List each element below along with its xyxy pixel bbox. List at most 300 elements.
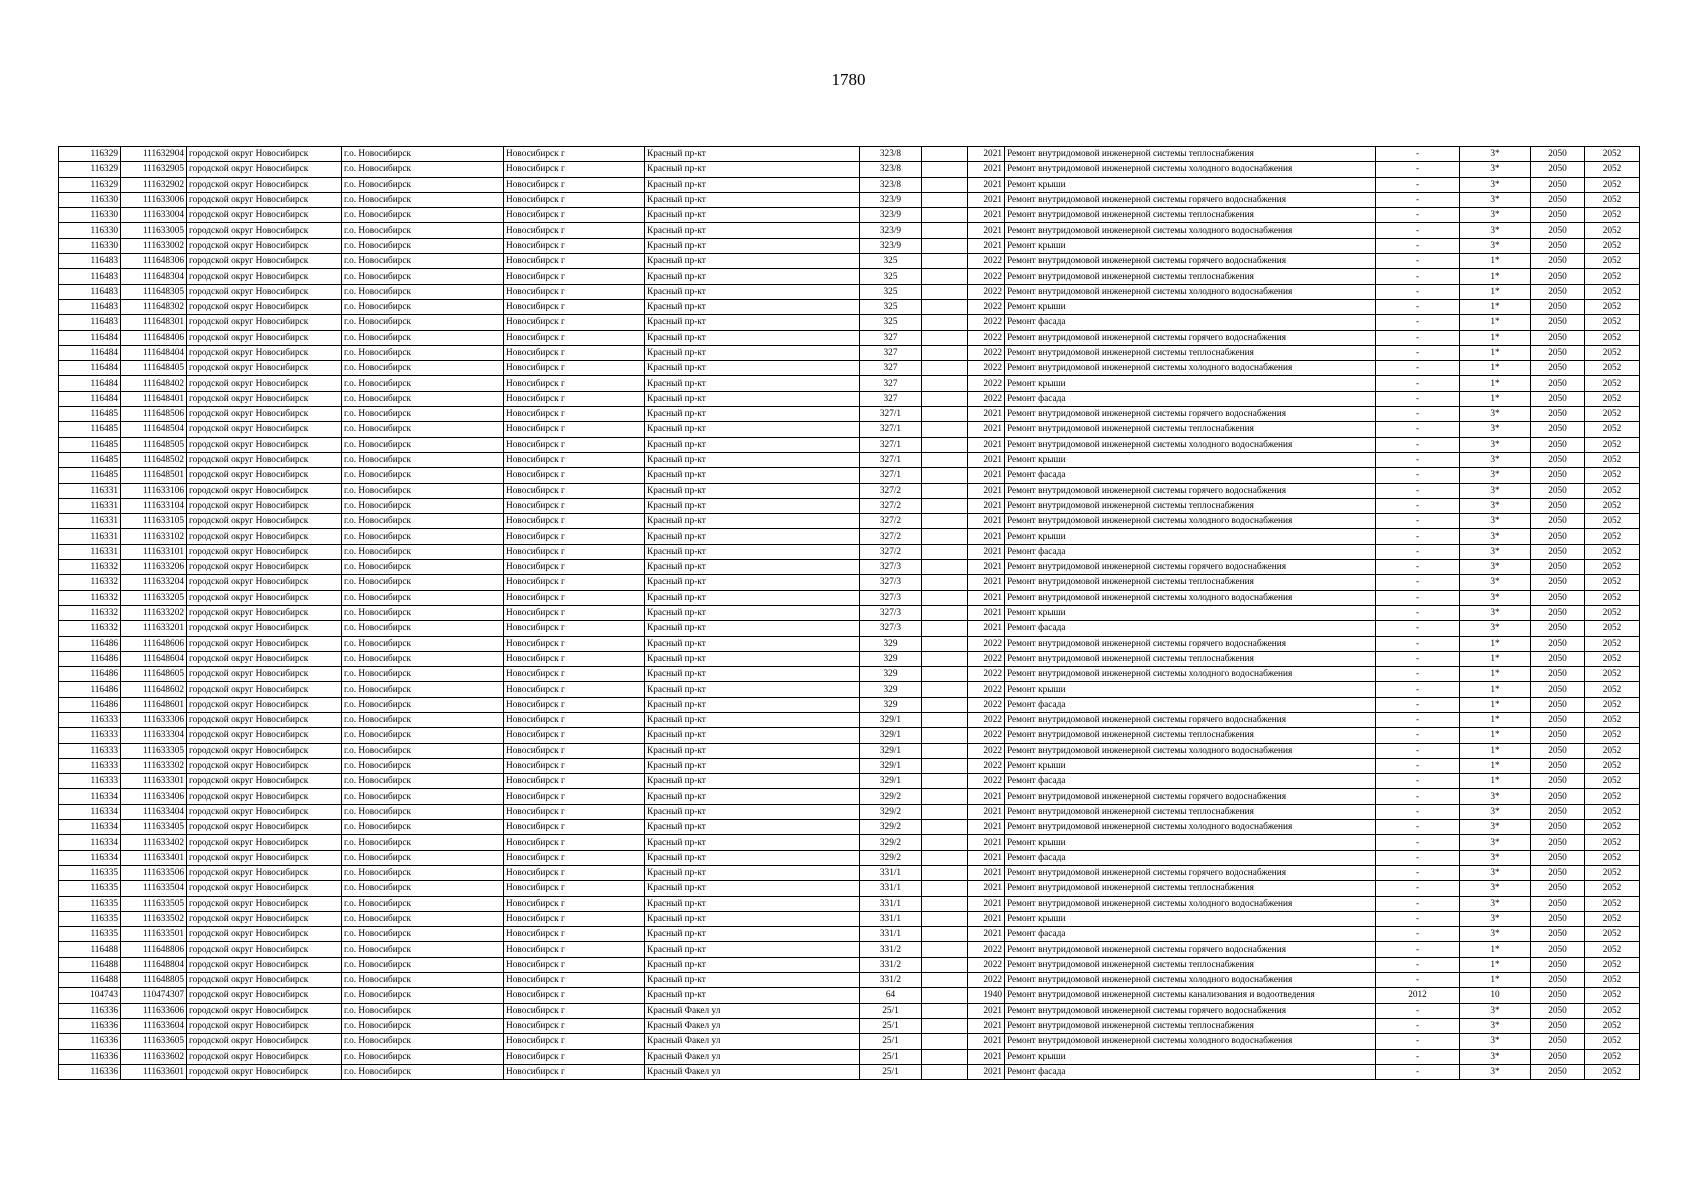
cell-plan-end: 2052 xyxy=(1585,712,1640,727)
cell-last-repair-year: - xyxy=(1376,269,1460,284)
cell-municipal-unit: г.о. Новосибирск xyxy=(342,667,504,682)
cell-work-id: 111633202 xyxy=(121,605,187,620)
cell-work-type: Ремонт внутридомовой инженерной системы горячего водоснабжения xyxy=(1005,560,1376,575)
cell-priority: 1* xyxy=(1460,269,1531,284)
cell-house-number: 327/1 xyxy=(860,407,922,422)
cell-house-id: 116335 xyxy=(59,881,121,896)
cell-settlement: Новосибирск г xyxy=(504,299,645,314)
cell-plan-end: 2052 xyxy=(1585,1064,1640,1079)
cell-work-type: Ремонт фасада xyxy=(1005,1064,1376,1079)
cell-work-id: 111633204 xyxy=(121,575,187,590)
cell-work-type: Ремонт внутридомовой инженерной системы горячего водоснабжения xyxy=(1005,636,1376,651)
cell-house-id: 116488 xyxy=(59,957,121,972)
cell-last-repair-year: - xyxy=(1376,896,1460,911)
cell-building xyxy=(922,728,968,743)
cell-plan-end: 2052 xyxy=(1585,1049,1640,1064)
cell-build-year: 2022 xyxy=(968,682,1005,697)
cell-municipality: городской округ Новосибирск xyxy=(187,238,342,253)
cell-municipality: городской округ Новосибирск xyxy=(187,651,342,666)
table-row xyxy=(59,560,1640,575)
cell-build-year: 2022 xyxy=(968,651,1005,666)
cell-work-id: 111648306 xyxy=(121,254,187,269)
cell-plan-start: 2050 xyxy=(1531,162,1585,177)
cell-last-repair-year: - xyxy=(1376,468,1460,483)
cell-house-id: 116483 xyxy=(59,284,121,299)
cell-settlement: Новосибирск г xyxy=(504,942,645,957)
cell-last-repair-year: - xyxy=(1376,330,1460,345)
cell-building xyxy=(922,437,968,452)
cell-building xyxy=(922,988,968,1003)
cell-house-id: 116329 xyxy=(59,162,121,177)
cell-house-number: 327/1 xyxy=(860,422,922,437)
cell-municipal-unit: г.о. Новосибирск xyxy=(342,284,504,299)
cell-municipal-unit: г.о. Новосибирск xyxy=(342,560,504,575)
cell-plan-end: 2052 xyxy=(1585,590,1640,605)
cell-municipal-unit: г.о. Новосибирск xyxy=(342,881,504,896)
cell-priority: 3* xyxy=(1460,514,1531,529)
cell-building xyxy=(922,208,968,223)
cell-build-year: 2022 xyxy=(968,774,1005,789)
cell-house-id: 116335 xyxy=(59,911,121,926)
cell-priority: 1* xyxy=(1460,345,1531,360)
cell-build-year: 2022 xyxy=(968,330,1005,345)
cell-work-type: Ремонт внутридомовой инженерной системы горячего водоснабжения xyxy=(1005,192,1376,207)
cell-settlement: Новосибирск г xyxy=(504,1064,645,1079)
cell-plan-start: 2050 xyxy=(1531,483,1585,498)
cell-work-id: 111648804 xyxy=(121,957,187,972)
cell-building xyxy=(922,697,968,712)
cell-work-type: Ремонт фасада xyxy=(1005,391,1376,406)
cell-municipality: городской округ Новосибирск xyxy=(187,407,342,422)
cell-last-repair-year: - xyxy=(1376,820,1460,835)
cell-building xyxy=(922,315,968,330)
cell-house-number: 327/3 xyxy=(860,590,922,605)
cell-settlement: Новосибирск г xyxy=(504,147,645,162)
cell-work-id: 111648405 xyxy=(121,361,187,376)
cell-plan-start: 2050 xyxy=(1531,361,1585,376)
cell-plan-end: 2052 xyxy=(1585,774,1640,789)
cell-last-repair-year: - xyxy=(1376,697,1460,712)
cell-municipal-unit: г.о. Новосибирск xyxy=(342,315,504,330)
cell-house-id: 116334 xyxy=(59,850,121,865)
cell-settlement: Новосибирск г xyxy=(504,774,645,789)
cell-street: Красный Факел ул xyxy=(645,1003,860,1018)
cell-work-id: 111648805 xyxy=(121,973,187,988)
cell-settlement: Новосибирск г xyxy=(504,483,645,498)
cell-street: Красный пр-кт xyxy=(645,712,860,727)
cell-municipality: городской округ Новосибирск xyxy=(187,208,342,223)
table-row xyxy=(59,299,1640,314)
cell-work-type: Ремонт крыши xyxy=(1005,835,1376,850)
cell-work-type: Ремонт внутридомовой инженерной системы теплоснабжения xyxy=(1005,208,1376,223)
cell-priority: 3* xyxy=(1460,177,1531,192)
table-row xyxy=(59,835,1640,850)
cell-municipality: городской округ Новосибирск xyxy=(187,223,342,238)
cell-house-number: 329 xyxy=(860,697,922,712)
cell-work-type: Ремонт внутридомовой инженерной системы холодного водоснабжения xyxy=(1005,667,1376,682)
cell-municipal-unit: г.о. Новосибирск xyxy=(342,1003,504,1018)
cell-plan-start: 2050 xyxy=(1531,437,1585,452)
cell-house-id: 116330 xyxy=(59,192,121,207)
cell-work-id: 111633501 xyxy=(121,927,187,942)
cell-last-repair-year: - xyxy=(1376,147,1460,162)
cell-priority: 3* xyxy=(1460,208,1531,223)
cell-settlement: Новосибирск г xyxy=(504,636,645,651)
cell-house-id: 116486 xyxy=(59,651,121,666)
cell-house-id: 116331 xyxy=(59,483,121,498)
cell-house-id: 116334 xyxy=(59,820,121,835)
cell-municipality: городской округ Новосибирск xyxy=(187,881,342,896)
cell-build-year: 2021 xyxy=(968,804,1005,819)
cell-priority: 10 xyxy=(1460,988,1531,1003)
cell-street: Красный пр-кт xyxy=(645,697,860,712)
cell-settlement: Новосибирск г xyxy=(504,514,645,529)
table-row xyxy=(59,376,1640,391)
cell-settlement: Новосибирск г xyxy=(504,269,645,284)
cell-plan-start: 2050 xyxy=(1531,575,1585,590)
cell-municipality: городской округ Новосибирск xyxy=(187,1018,342,1033)
cell-plan-start: 2050 xyxy=(1531,774,1585,789)
cell-street: Красный пр-кт xyxy=(645,269,860,284)
table-row xyxy=(59,957,1640,972)
cell-plan-start: 2050 xyxy=(1531,957,1585,972)
cell-work-type: Ремонт внутридомовой инженерной системы холодного водоснабжения xyxy=(1005,361,1376,376)
cell-street: Красный пр-кт xyxy=(645,452,860,467)
cell-work-type: Ремонт внутридомовой инженерной системы горячего водоснабжения xyxy=(1005,254,1376,269)
cell-municipality: городской округ Новосибирск xyxy=(187,942,342,957)
cell-work-type: Ремонт внутридомовой инженерной системы холодного водоснабжения xyxy=(1005,514,1376,529)
cell-house-id: 116485 xyxy=(59,452,121,467)
cell-build-year: 2021 xyxy=(968,927,1005,942)
cell-work-id: 111648406 xyxy=(121,330,187,345)
cell-building xyxy=(922,667,968,682)
cell-last-repair-year: - xyxy=(1376,162,1460,177)
cell-priority: 1* xyxy=(1460,636,1531,651)
cell-work-id: 111648505 xyxy=(121,437,187,452)
cell-street: Красный пр-кт xyxy=(645,147,860,162)
table-row xyxy=(59,345,1640,360)
cell-house-id: 116336 xyxy=(59,1034,121,1049)
cell-plan-start: 2050 xyxy=(1531,850,1585,865)
cell-building xyxy=(922,789,968,804)
table-body xyxy=(59,147,1640,1080)
cell-plan-start: 2050 xyxy=(1531,422,1585,437)
cell-last-repair-year: - xyxy=(1376,1003,1460,1018)
cell-building xyxy=(922,223,968,238)
cell-work-id: 111633105 xyxy=(121,514,187,529)
cell-priority: 1* xyxy=(1460,758,1531,773)
cell-municipality: городской округ Новосибирск xyxy=(187,911,342,926)
cell-municipality: городской округ Новосибирск xyxy=(187,682,342,697)
cell-plan-start: 2050 xyxy=(1531,682,1585,697)
cell-build-year: 2021 xyxy=(968,147,1005,162)
cell-municipal-unit: г.о. Новосибирск xyxy=(342,147,504,162)
cell-municipal-unit: г.о. Новосибирск xyxy=(342,1049,504,1064)
cell-municipal-unit: г.о. Новосибирск xyxy=(342,651,504,666)
cell-municipal-unit: г.о. Новосибирск xyxy=(342,973,504,988)
cell-house-number: 331/2 xyxy=(860,973,922,988)
cell-priority: 3* xyxy=(1460,147,1531,162)
cell-house-id: 116484 xyxy=(59,391,121,406)
cell-street: Красный пр-кт xyxy=(645,605,860,620)
cell-house-number: 323/8 xyxy=(860,147,922,162)
cell-settlement: Новосибирск г xyxy=(504,697,645,712)
cell-work-type: Ремонт фасада xyxy=(1005,697,1376,712)
cell-work-type: Ремонт внутридомовой инженерной системы холодного водоснабжения xyxy=(1005,973,1376,988)
cell-house-number: 325 xyxy=(860,315,922,330)
cell-house-id: 116330 xyxy=(59,238,121,253)
cell-settlement: Новосибирск г xyxy=(504,407,645,422)
cell-municipal-unit: г.о. Новосибирск xyxy=(342,789,504,804)
cell-plan-start: 2050 xyxy=(1531,269,1585,284)
cell-building xyxy=(922,712,968,727)
cell-municipal-unit: г.о. Новосибирск xyxy=(342,804,504,819)
cell-plan-end: 2052 xyxy=(1585,896,1640,911)
cell-municipality: городской округ Новосибирск xyxy=(187,667,342,682)
cell-work-type: Ремонт внутридомовой инженерной системы канализования и водоотведения xyxy=(1005,988,1376,1003)
cell-municipal-unit: г.о. Новосибирск xyxy=(342,345,504,360)
cell-plan-end: 2052 xyxy=(1585,284,1640,299)
table-row xyxy=(59,391,1640,406)
cell-building xyxy=(922,682,968,697)
cell-work-type: Ремонт фасада xyxy=(1005,774,1376,789)
cell-municipal-unit: г.о. Новосибирск xyxy=(342,192,504,207)
cell-priority: 3* xyxy=(1460,789,1531,804)
cell-settlement: Новосибирск г xyxy=(504,330,645,345)
cell-settlement: Новосибирск г xyxy=(504,988,645,1003)
cell-street: Красный пр-кт xyxy=(645,942,860,957)
table-row xyxy=(59,177,1640,192)
cell-street: Красный пр-кт xyxy=(645,804,860,819)
cell-work-id: 111633401 xyxy=(121,850,187,865)
table-row xyxy=(59,330,1640,345)
cell-house-id: 116333 xyxy=(59,712,121,727)
cell-street: Красный пр-кт xyxy=(645,743,860,758)
cell-build-year: 2022 xyxy=(968,667,1005,682)
table-row xyxy=(59,223,1640,238)
cell-plan-start: 2050 xyxy=(1531,498,1585,513)
cell-municipal-unit: г.о. Новосибирск xyxy=(342,330,504,345)
cell-build-year: 2022 xyxy=(968,712,1005,727)
cell-building xyxy=(922,911,968,926)
cell-building xyxy=(922,345,968,360)
cell-build-year: 2022 xyxy=(968,973,1005,988)
cell-last-repair-year: - xyxy=(1376,712,1460,727)
cell-priority: 1* xyxy=(1460,697,1531,712)
cell-building xyxy=(922,1064,968,1079)
cell-municipal-unit: г.о. Новосибирск xyxy=(342,774,504,789)
cell-work-type: Ремонт внутридомовой инженерной системы горячего водоснабжения xyxy=(1005,712,1376,727)
cell-building xyxy=(922,651,968,666)
table-row xyxy=(59,697,1640,712)
cell-priority: 1* xyxy=(1460,361,1531,376)
cell-last-repair-year: - xyxy=(1376,223,1460,238)
cell-house-id: 116334 xyxy=(59,835,121,850)
cell-municipal-unit: г.о. Новосибирск xyxy=(342,927,504,942)
cell-municipality: городской округ Новосибирск xyxy=(187,728,342,743)
cell-street: Красный пр-кт xyxy=(645,330,860,345)
cell-plan-start: 2050 xyxy=(1531,238,1585,253)
cell-municipal-unit: г.о. Новосибирск xyxy=(342,728,504,743)
cell-plan-end: 2052 xyxy=(1585,315,1640,330)
cell-municipal-unit: г.о. Новосибирск xyxy=(342,682,504,697)
cell-house-number: 327/1 xyxy=(860,468,922,483)
cell-plan-end: 2052 xyxy=(1585,483,1640,498)
cell-municipal-unit: г.о. Новосибирск xyxy=(342,896,504,911)
cell-building xyxy=(922,330,968,345)
cell-plan-start: 2050 xyxy=(1531,667,1585,682)
cell-last-repair-year: - xyxy=(1376,590,1460,605)
cell-settlement: Новосибирск г xyxy=(504,881,645,896)
cell-settlement: Новосибирск г xyxy=(504,712,645,727)
cell-municipal-unit: г.о. Новосибирск xyxy=(342,575,504,590)
page-number: 1780 xyxy=(831,70,866,89)
cell-settlement: Новосибирск г xyxy=(504,820,645,835)
cell-work-type: Ремонт крыши xyxy=(1005,682,1376,697)
cell-plan-start: 2050 xyxy=(1531,973,1585,988)
cell-priority: 3* xyxy=(1460,590,1531,605)
cell-house-id: 116332 xyxy=(59,621,121,636)
cell-settlement: Новосибирск г xyxy=(504,605,645,620)
cell-work-id: 111633604 xyxy=(121,1018,187,1033)
table-row xyxy=(59,988,1640,1003)
cell-building xyxy=(922,284,968,299)
cell-plan-start: 2050 xyxy=(1531,651,1585,666)
cell-work-type: Ремонт внутридомовой инженерной системы теплоснабжения xyxy=(1005,651,1376,666)
cell-plan-end: 2052 xyxy=(1585,299,1640,314)
table-row xyxy=(59,758,1640,773)
cell-house-number: 329 xyxy=(860,651,922,666)
cell-settlement: Новосибирск г xyxy=(504,315,645,330)
cell-house-id: 116331 xyxy=(59,544,121,559)
cell-municipal-unit: г.о. Новосибирск xyxy=(342,208,504,223)
cell-build-year: 2021 xyxy=(968,498,1005,513)
cell-last-repair-year: - xyxy=(1376,391,1460,406)
cell-build-year: 2021 xyxy=(968,238,1005,253)
table-row xyxy=(59,881,1640,896)
cell-house-id: 116333 xyxy=(59,728,121,743)
table-row xyxy=(59,1034,1640,1049)
cell-last-repair-year: - xyxy=(1376,605,1460,620)
cell-work-id: 111633002 xyxy=(121,238,187,253)
cell-municipality: городской округ Новосибирск xyxy=(187,820,342,835)
cell-settlement: Новосибирск г xyxy=(504,835,645,850)
cell-settlement: Новосибирск г xyxy=(504,1003,645,1018)
cell-settlement: Новосибирск г xyxy=(504,361,645,376)
cell-plan-end: 2052 xyxy=(1585,560,1640,575)
cell-priority: 1* xyxy=(1460,728,1531,743)
cell-work-id: 111633101 xyxy=(121,544,187,559)
cell-build-year: 2022 xyxy=(968,636,1005,651)
cell-last-repair-year: - xyxy=(1376,544,1460,559)
cell-plan-end: 2052 xyxy=(1585,728,1640,743)
cell-plan-end: 2052 xyxy=(1585,1018,1640,1033)
table-row xyxy=(59,804,1640,819)
cell-house-number: 25/1 xyxy=(860,1034,922,1049)
cell-last-repair-year: - xyxy=(1376,498,1460,513)
cell-municipal-unit: г.о. Новосибирск xyxy=(342,468,504,483)
cell-priority: 3* xyxy=(1460,1064,1531,1079)
cell-last-repair-year: - xyxy=(1376,651,1460,666)
cell-settlement: Новосибирск г xyxy=(504,973,645,988)
cell-work-id: 111633505 xyxy=(121,896,187,911)
cell-municipality: городской округ Новосибирск xyxy=(187,269,342,284)
cell-last-repair-year: - xyxy=(1376,850,1460,865)
table-row xyxy=(59,942,1640,957)
cell-last-repair-year: - xyxy=(1376,957,1460,972)
cell-house-id: 116333 xyxy=(59,743,121,758)
cell-build-year: 2021 xyxy=(968,1064,1005,1079)
cell-municipal-unit: г.о. Новосибирск xyxy=(342,865,504,880)
cell-plan-end: 2052 xyxy=(1585,376,1640,391)
cell-street: Красный пр-кт xyxy=(645,957,860,972)
cell-last-repair-year: - xyxy=(1376,728,1460,743)
cell-plan-end: 2052 xyxy=(1585,835,1640,850)
cell-work-type: Ремонт крыши xyxy=(1005,238,1376,253)
cell-house-number: 331/1 xyxy=(860,896,922,911)
cell-municipality: городской округ Новосибирск xyxy=(187,345,342,360)
cell-plan-start: 2050 xyxy=(1531,284,1585,299)
cell-plan-start: 2050 xyxy=(1531,147,1585,162)
cell-house-number: 327/2 xyxy=(860,483,922,498)
cell-priority: 3* xyxy=(1460,804,1531,819)
cell-municipality: городской округ Новосибирск xyxy=(187,177,342,192)
cell-work-id: 111633102 xyxy=(121,529,187,544)
table-row xyxy=(59,789,1640,804)
cell-work-type: Ремонт крыши xyxy=(1005,376,1376,391)
cell-house-number: 327/3 xyxy=(860,605,922,620)
cell-build-year: 2021 xyxy=(968,911,1005,926)
cell-municipality: городской округ Новосибирск xyxy=(187,330,342,345)
cell-street: Красный пр-кт xyxy=(645,315,860,330)
cell-street: Красный пр-кт xyxy=(645,927,860,942)
cell-priority: 1* xyxy=(1460,774,1531,789)
cell-street: Красный пр-кт xyxy=(645,621,860,636)
cell-priority: 3* xyxy=(1460,483,1531,498)
cell-house-id: 116486 xyxy=(59,682,121,697)
cell-last-repair-year: - xyxy=(1376,437,1460,452)
cell-build-year: 2021 xyxy=(968,835,1005,850)
cell-building xyxy=(922,376,968,391)
cell-street: Красный пр-кт xyxy=(645,437,860,452)
cell-municipal-unit: г.о. Новосибирск xyxy=(342,1034,504,1049)
cell-municipality: городской округ Новосибирск xyxy=(187,1049,342,1064)
cell-municipality: городской округ Новосибирск xyxy=(187,483,342,498)
cell-work-id: 111633405 xyxy=(121,820,187,835)
cell-municipal-unit: г.о. Новосибирск xyxy=(342,269,504,284)
cell-plan-start: 2050 xyxy=(1531,881,1585,896)
cell-municipality: городской округ Новосибирск xyxy=(187,437,342,452)
cell-plan-end: 2052 xyxy=(1585,269,1640,284)
cell-plan-start: 2050 xyxy=(1531,621,1585,636)
cell-work-type: Ремонт внутридомовой инженерной системы горячего водоснабжения xyxy=(1005,865,1376,880)
cell-building xyxy=(922,162,968,177)
table-row xyxy=(59,590,1640,605)
table-row xyxy=(59,636,1640,651)
cell-building xyxy=(922,361,968,376)
cell-plan-start: 2050 xyxy=(1531,636,1585,651)
cell-plan-start: 2050 xyxy=(1531,330,1585,345)
cell-work-id: 111633606 xyxy=(121,1003,187,1018)
cell-municipality: городской округ Новосибирск xyxy=(187,605,342,620)
cell-plan-start: 2050 xyxy=(1531,315,1585,330)
cell-street: Красный пр-кт xyxy=(645,651,860,666)
cell-priority: 1* xyxy=(1460,712,1531,727)
cell-municipal-unit: г.о. Новосибирск xyxy=(342,850,504,865)
cell-settlement: Новосибирск г xyxy=(504,238,645,253)
cell-work-type: Ремонт фасада xyxy=(1005,315,1376,330)
cell-last-repair-year: - xyxy=(1376,758,1460,773)
